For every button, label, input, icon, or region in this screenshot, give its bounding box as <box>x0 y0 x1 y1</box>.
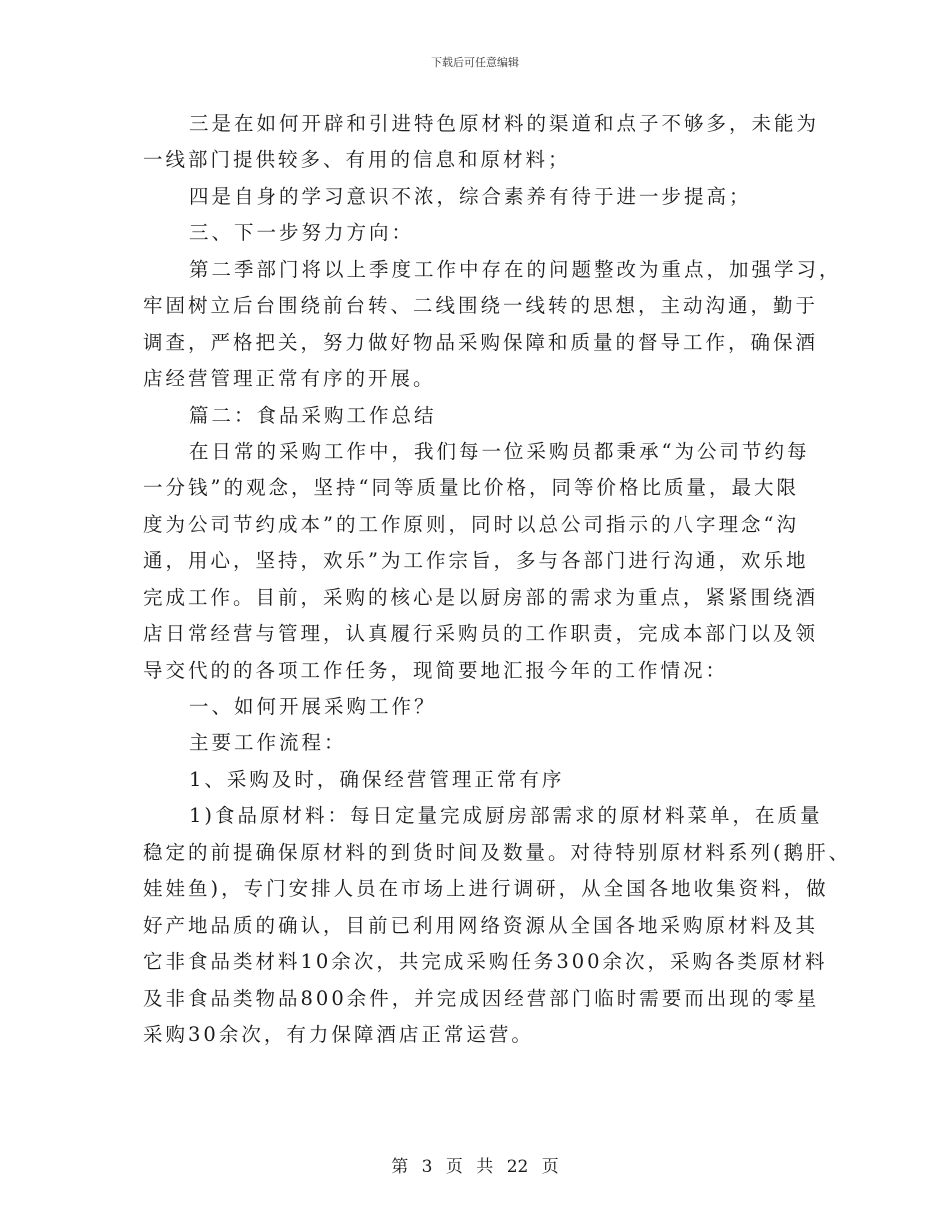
text-line: 四是自身的学习意识不浓，综合素养有待于进一步提高； <box>189 184 752 208</box>
text-line: 它非食品类材料10余次，共完成采购任务300余次，采购各类原材料 <box>143 950 828 974</box>
page-header: 下载后可任意编辑 <box>431 56 519 69</box>
text-line: 店日常经营与管理，认真履行采购员的工作职责，完成本部门以及领 <box>143 622 819 646</box>
text-line: 店经营管理正常有序的开展。 <box>143 367 436 391</box>
text-line: 度为公司节约成本”的工作原则，同时以总公司指示的八字理念“沟 <box>143 512 799 536</box>
text-line: 主要工作流程： <box>189 731 347 755</box>
text-line: 牢固树立后台围绕前台转、二线围绕一线转的思想，主动沟通，勤于 <box>143 294 819 318</box>
section-heading: 篇二：食品采购工作总结 <box>189 403 437 427</box>
text-line: 娃娃鱼)，专门安排人员在市场上进行调研，从全国各地收集资料，做 <box>143 877 829 901</box>
text-line: 在日常的采购工作中，我们每一位采购员都秉承“为公司节约每 <box>189 439 810 463</box>
text-line: 三、下一步努力方向： <box>189 221 415 245</box>
text-line: 导交代的的各项工作任务，现简要地汇报今年的工作情况： <box>143 658 729 682</box>
text-line: 稳定的前提确保原材料的到货时间及数量。对待特别原材料系列(鹅肝、 <box>143 840 852 864</box>
text-line: 三是在如何开辟和引进特色原材料的渠道和点子不够多，未能为 <box>189 112 820 135</box>
text-line: 调查，严格把关，努力做好物品采购保障和质量的督导工作，确保酒 <box>143 330 819 354</box>
text-line: 1)食品原材料：每日定量完成厨房部需求的原材料菜单，在质量 <box>189 804 823 828</box>
text-line: 完成工作。目前，采购的核心是以厨房部的需求为重点，紧紧围绕酒 <box>143 585 819 609</box>
text-line: 好产地品质的确认，目前已利用网络资源从全国各地采购原材料及其 <box>143 913 819 937</box>
section-heading: 一、如何开展采购工作？ <box>189 695 437 718</box>
document-body <box>143 106 852 1053</box>
text-line: 1、采购及时，确保经营管理正常有序 <box>189 767 565 791</box>
text-line: 一分钱”的观念，坚持“同等质量比价格，同等价格比质量，最大限 <box>143 476 799 500</box>
text-line: 第二季部门将以上季度工作中存在的问题整改为重点，加强学习， <box>189 257 842 281</box>
text-line: 通，用心，坚持，欢乐”为工作宗旨，多与各部门进行沟通，欢乐地 <box>143 549 809 573</box>
page-number-footer: 第 3 页 共 22 页 <box>391 1157 559 1177</box>
text-line: 采购30余次，有力保障酒店正常运营。 <box>143 1022 534 1046</box>
text-line: 一线部门提供较多、有用的信息和原材料； <box>143 148 571 172</box>
text-line: 及非食品类物品800余件，并完成因经营部门临时需要而出现的零星 <box>143 986 820 1010</box>
